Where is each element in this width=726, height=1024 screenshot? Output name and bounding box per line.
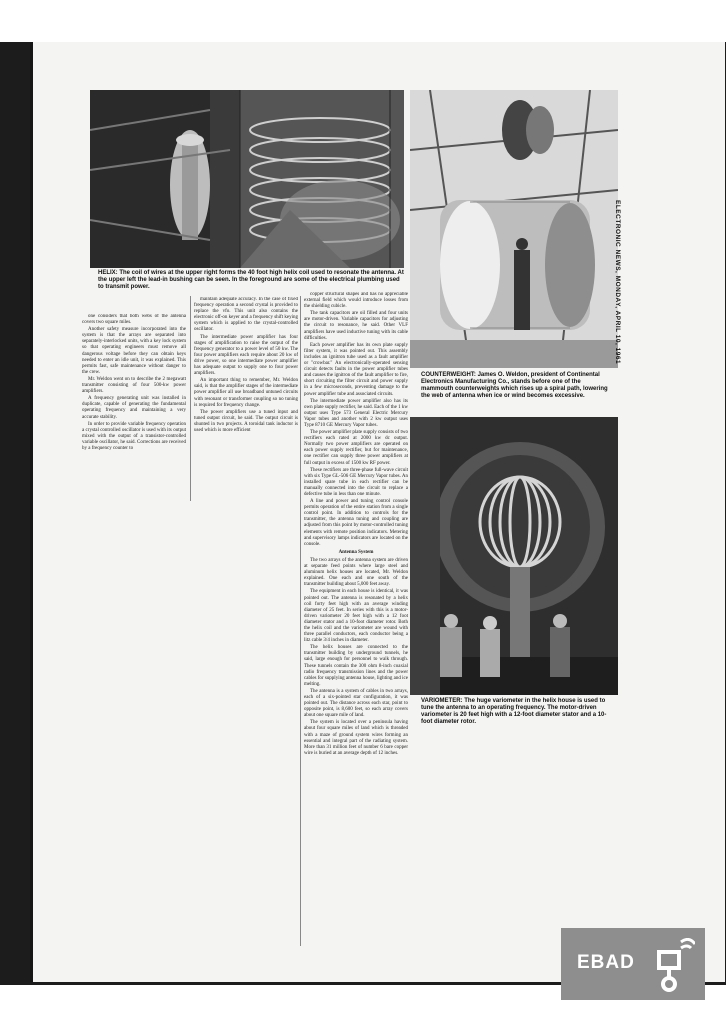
column-rule xyxy=(190,296,191,501)
counterweight-caption xyxy=(421,372,611,400)
paragraph: Mr. Weldon went on to describe the 2 megawatt transmitter consisting of four 500-kw power amplifiers. xyxy=(82,376,186,395)
variometer-caption-label: VARIOMETER: xyxy=(421,698,463,704)
running-head: ELECTRONIC NEWS, MONDAY, APRIL 10, 1961 xyxy=(614,200,621,365)
robot-icon xyxy=(655,938,695,994)
paragraph: The power amplifiers use a tuned input and tuned output circuit, he said. The output circuit is shunted in two projects. A toroidal tank inductor is used which is more efficient xyxy=(194,409,298,433)
column-rule xyxy=(300,296,301,946)
logo-text: EBAD xyxy=(577,952,635,973)
variometer-photo xyxy=(410,417,618,695)
paragraph: one considers that both webs of the antenna covers two square miles. xyxy=(82,314,186,326)
subheading-antenna-system: Antenna System xyxy=(338,549,374,555)
paragraph: maintain adequate accuracy. In the case of fixed frequency operation a second crystal is provided to replace the vfo. This unit also contains the electronic off-on keyer and a frequency shift keying system which is applied to the crystal-controlled oscillator. xyxy=(194,297,298,333)
counterweight-caption-label: COUNTERWEIGHT: xyxy=(421,372,476,378)
paragraph: copper structural shapes and has no appreciable external field which would introduce losses from the shielding cubicle. xyxy=(304,292,408,310)
paragraph: Each power amplifier has its own plate supply filter system, it was pointed out. This assembly includes an ignitron tube used as a fault amplifier or "crowbar." An electronically-operated sensing circuit detects faults in the power amplifier tubes and causes the ignitron of the fault amplifier to fire, short circuiting the filter circuit and power supply in a few microseconds, preventing damage to the power amplifier tube and associated circuits. xyxy=(304,342,408,397)
helix-caption-text: The coil of wires at the upper right forms the 40 foot high helix coil used to resonate the antenna. At the upper left the lead-in bushing can be seen. In the foreground are some of the electrical plumbing used to transmit power. xyxy=(98,270,404,290)
paragraph: The intermediate power amplifier has four stages of amplification to raise the output of the frequency generator to a power level of 50 kw. The four power amplifiers each require about 20 kw of drive power, so one intermediate power amplifier has adequate output to supply one to four power amplifiers. xyxy=(194,334,298,377)
paragraph: A frequency generating unit was installed in duplicate, capable of generating the fundamental operating frequency and maintaining a very accurate stability. xyxy=(82,396,186,420)
ebad-logo xyxy=(561,928,705,1000)
variometer-caption xyxy=(421,698,611,726)
helix-photo xyxy=(90,90,404,268)
paragraph: Another safety measure incorporated into the system is that the arrays are separated into separately-interlocked units, with a key lock system so that operating engineers must remove all dangerous voltage before they can obtain keys needed to enter an idle unit, it was explained. This permits fast, safe maintenance without danger to the crew. xyxy=(82,327,186,375)
paragraph: The system is located over a peninsula having about four square miles of land which is threaded with a maze of ground system wires forming an essential and integral part of the radiating system. More than 31 million feet of number 6 bare copper wire is buried at an average depth of 12 inches. xyxy=(304,720,408,756)
helix-caption xyxy=(98,270,404,291)
article-column-3 xyxy=(304,292,408,952)
top-border xyxy=(0,0,726,42)
paragraph: The intermediate power amplifier also has its own plate supply rectifier, he said. Each of the 1 kw output uses Type 573 General Electric Mercury Vapor tubes and another with 2 kw output uses Type 8710 GE Mercury Vapor tubes. xyxy=(304,398,408,428)
helix-caption-label: HELIX: xyxy=(98,270,118,276)
paragraph: The two arrays of the antenna system are driven at separate feed points where large steel and aluminum helix houses are located, Mr. Weldon explained. One each and one south of the transmitter building about 5,000 feet away. xyxy=(304,557,408,588)
variometer-caption-text: The huge variometer in the helix house is used to tune the antenna to an operating frequency. The motor-driven variometer is 20 feet high with a 12-foot diameter stator and a 10-foot diameter rotor. xyxy=(421,698,607,725)
paragraph: The helix houses are connected to the transmitter building by underground tunnels, he said, large enough for personnel to walk through. These tunnels contain the 300 ohm 8-inch coaxial radio frequency transmission lines and the power cables for supplying antenna house, lighting and ice melting. xyxy=(304,645,408,687)
paragraph: An important thing to remember, Mr. Weldon said, is that the amplifier stages of the intermediate power amplifier all use broadband untuned circuits with resonant or transformer coupling so no tuning is required for frequency change. xyxy=(194,378,298,408)
paragraph: These rectifiers are three-phase full-wave circuit with six Type GL-506 GE Mercury Vapor tubes. An installed spare tube in each rectifier can be manually connected into the circuit to replace a defective tube in less than one minute. xyxy=(304,467,408,497)
paragraph: In order to provide variable frequency operation a crystal controlled oscillator is used with its output mixed with the output of a transistor-controlled variable oscillator, he said. Corrections are received by a frequency counter to xyxy=(82,421,186,451)
paragraph: The power amplifier plate supply consists of two rectifiers each rated at 2000 kw dc output. Normally two power amplifiers are operated on each power supply rectifier, but for maintenance, one rectifier can supply three power amplifiers at full output in excess of 1500 kw RF power. xyxy=(304,430,408,466)
article-column-1 xyxy=(82,314,186,502)
paragraph: A line and power and tuning control console permits operation of the entire station from a single control point. In addition to controls for the transmitter, the antenna tuning and coupling are adjusted from this point by motor-controlled tuning elements with remote position indicators. Metering and supervisory lamps indicators are located on the console. xyxy=(304,499,408,547)
counterweight-photo xyxy=(410,90,618,368)
paragraph: The tank capacitors are oil filled and four units are motor-driven. Variable capacitors for adjusting the circuit to resonance, he said. Other VLF amplifiers have used inductive tuning with its cable difficulties. xyxy=(304,311,408,341)
article-column-2 xyxy=(194,297,298,507)
counterweight-caption-text: James O. Weldon, president of Continental Electronics Manufacturing Co., stands before one of the mammouth counterweights which rises up a spiral path, lowering the web of antenna when ice or wind becomes excessive. xyxy=(421,372,608,399)
paragraph: The antenna is a system of cables in two arrays, each of a six-pointed star configuration, it was pointed out. The distance across each star, point to opposite point, is 8,600 feet, so each array covers about one square mile of land. xyxy=(304,688,408,719)
paragraph: The equipment in each house is identical, it was pointed out. The antenna is resonated by a helix coil forty feet high with an average winding diameter of 25 feet. In series with this is a motor-driven variometer 20 feet high with a 12 foot diameter stator and a 10-foot diameter rotor. Both the helix coil and the variometer are wound with three parallel conductors, each conductor being a litz cable 3/4 inches in diameter. xyxy=(304,589,408,644)
